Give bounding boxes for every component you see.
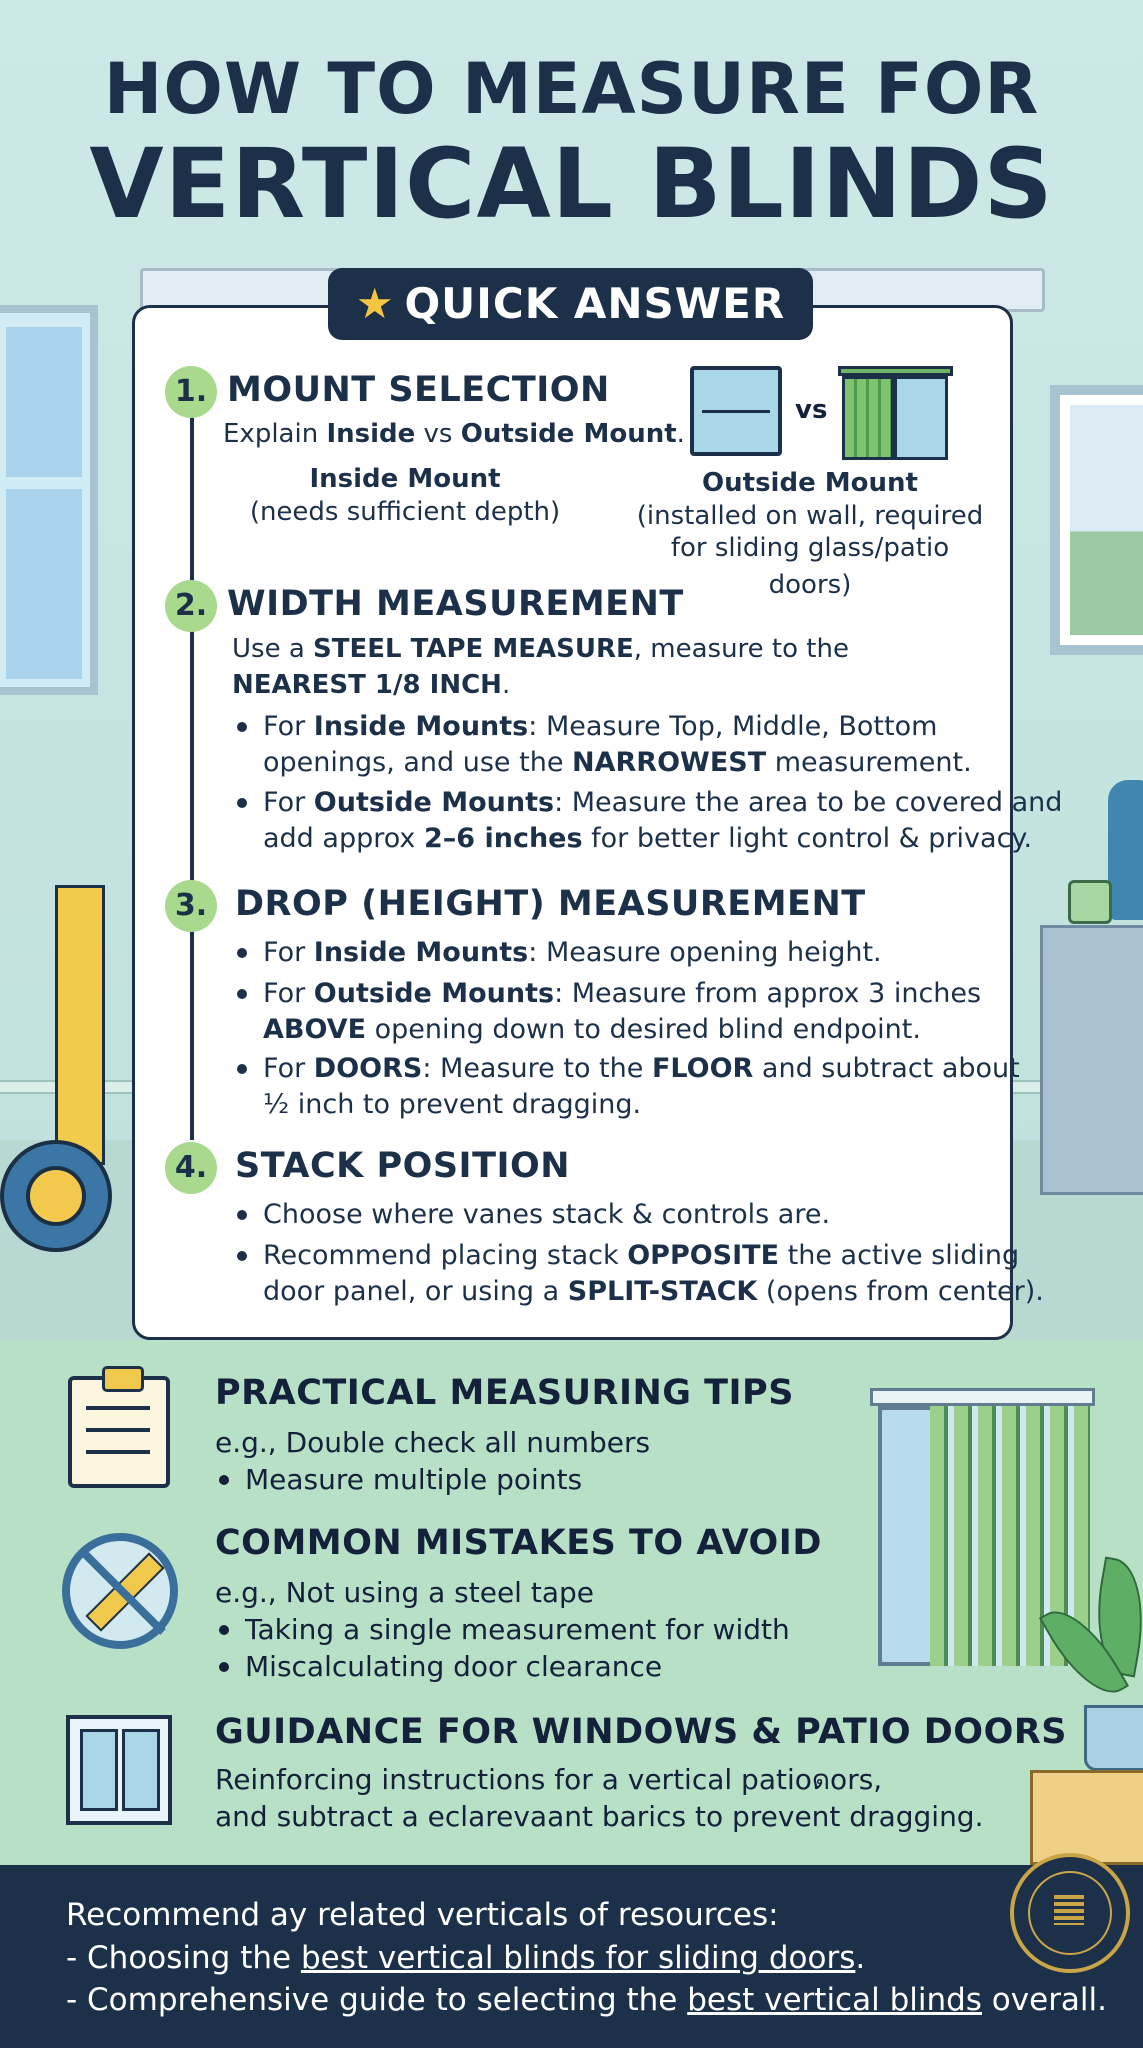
tape-measure-illustration [55,885,105,1165]
outside-mount-desc-1: (installed on wall, required [636,501,984,531]
page-title-line1: HOW TO MEASURE FOR [103,48,1040,130]
tip-practical-bullet: Measure multiple points [245,1463,583,1496]
tip-practical-line: e.g., Double check all numbers [215,1426,651,1459]
vase-illustration [1108,780,1143,920]
step4-bullet-1: Choose where vanes stack & controls are. [263,1196,830,1233]
tip-heading-guidance: GUIDANCE FOR WINDOWS & PATIO DOORS [215,1712,1067,1752]
link-sliding-doors[interactable]: best vertical blinds for sliding doors [300,1940,856,1976]
cabinet-illustration [1040,925,1143,1195]
clipboard-checklist-icon [68,1376,170,1488]
step2-bullet-1a: For Inside Mounts: Measure Top, Middle, Bottom [263,708,937,745]
outside-mount-desc-2: for sliding glass/patio doors) [670,533,950,600]
step-number-2: 2. [165,580,217,632]
inside-mount-title: Inside Mount [309,464,501,494]
left-window-illustration [0,305,98,695]
step-heading-drop-measurement: DROP (HEIGHT) MEASUREMENT [235,884,866,924]
step-number-1: 1. [165,366,217,418]
tape-measure-reel-illustration [0,1140,112,1252]
right-picture-illustration [1050,385,1143,655]
step3-bullet-3b: ½ inch to prevent dragging. [263,1089,642,1120]
tip-guidance-line-2: and subtract a eclarevaant barics to prevent dragging. [215,1800,984,1833]
step-heading-mount-selection: MOUNT SELECTION [227,370,610,410]
step-number-3: 3. [165,880,217,932]
side-table-illustration [1030,1770,1143,1865]
footer-line-3: - Comprehensive guide to selecting the best vertical blinds overall. [66,1982,1108,2018]
step4-bullet-2b: door panel, or using a SPLIT-STACK (opens from center). [263,1276,1044,1307]
quick-answer-label: ★ QUICK ANSWER [328,268,813,340]
step2-intro-1: Use a STEEL TAPE MEASURE, measure to the [232,634,849,664]
step3-bullet-2a: For Outside Mounts: Measure from approx 3 inches [263,975,981,1012]
footer-line-1: Recommend ay related verticals of resources: [66,1897,779,1933]
outside-mount-title: Outside Mount [702,468,918,498]
step-heading-width-measurement: WIDTH MEASUREMENT [227,584,684,624]
star-icon: ★ [355,279,395,328]
step3-bullet-2b: ABOVE opening down to desired blind endpoint. [263,1014,921,1045]
tip-heading-mistakes: COMMON MISTAKES TO AVOID [215,1523,822,1563]
page-title-line2: VERTICAL BLINDS [89,128,1054,240]
no-ruler-icon [62,1533,178,1649]
step2-bullet-1b: openings, and use the NARROWEST measurement. [263,747,972,778]
step2-bullet-2b: add approx 2–6 inches for better light control & privacy. [263,823,1033,854]
step-heading-stack-position: STACK POSITION [235,1146,571,1186]
tip-heading-practical: PRACTICAL MEASURING TIPS [215,1373,794,1413]
plant-pot [1084,1705,1143,1771]
tip-mistakes-line: e.g., Not using a steel tape [215,1576,594,1609]
tip-guidance-line-1: Reinforcing instructions for a vertical patioดors, [215,1763,883,1796]
window-icon [66,1715,172,1825]
step2-bullet-2a: For Outside Mounts: Measure the area to be covered and [263,784,1062,821]
tip-mistakes-bullet-1: Taking a single measurement for width [245,1613,790,1646]
plant-pot-illustration [1068,880,1112,924]
tip-mistakes-bullet-2: Miscalculating door clearance [245,1650,663,1683]
brand-badge-logo [1010,1853,1130,1973]
step1-intro: Explain Inside vs Outside Mount. [223,419,685,449]
inside-mount-icon [690,366,782,456]
vs-label: vs [795,395,828,425]
step2-intro-2: NEAREST 1/8 INCH. [232,670,511,700]
outside-mount-icon [838,366,953,460]
step4-bullet-2a: Recommend placing stack OPPOSITE the active sliding [263,1237,1019,1274]
inside-mount-desc: (needs sufficient depth) [249,497,561,527]
step-number-4: 4. [165,1142,217,1194]
link-best-vertical-blinds[interactable]: best vertical blinds [687,1982,982,2018]
step3-bullet-1: For Inside Mounts: Measure opening height. [263,934,882,971]
step3-bullet-3a: For DOORS: Measure to the FLOOR and subtract about [263,1050,1020,1087]
steps-timeline [190,410,194,1140]
footer-line-2: - Choosing the best vertical blinds for sliding doors. [66,1940,866,1976]
